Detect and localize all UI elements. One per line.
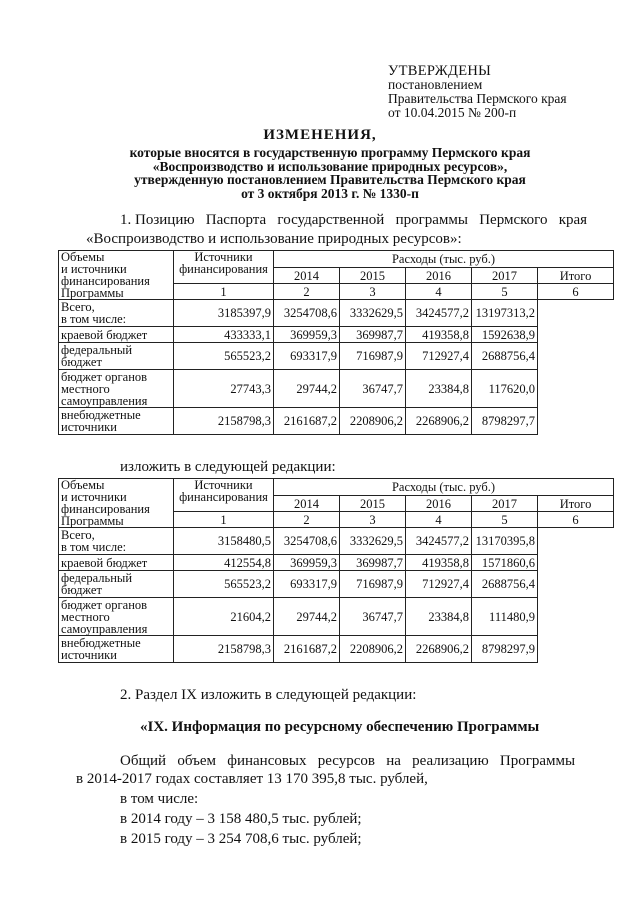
amount-cell: 21604,2	[174, 598, 274, 636]
total-cell: 111480,9	[472, 598, 538, 636]
year-header: 2014	[274, 267, 340, 284]
table-row	[59, 343, 614, 370]
amount-cell: 565523,2	[174, 571, 274, 598]
year-header: 2015	[340, 267, 406, 284]
subtitle-line-1: которые вносятся в государственную программу Пермского края	[129, 145, 531, 160]
year-header: 2015	[340, 495, 406, 512]
amount-cell: 2161687,2	[274, 408, 340, 435]
approval-line-1: постановлением	[388, 77, 483, 92]
total-cell: 117620,0	[472, 370, 538, 408]
year-header: 2017	[472, 495, 538, 512]
approval-line-2: Правительства Пермского края	[388, 91, 567, 106]
amount-cell: 3332629,5	[340, 300, 406, 327]
amount-cell: 716987,9	[340, 571, 406, 598]
amount-cell: 27743,3	[174, 370, 274, 408]
redaction-statement: изложить в следующей редакции:	[120, 459, 336, 475]
approval-line-3: от 10.04.2015 № 200-п	[388, 105, 517, 120]
column-header-sources: Источники финансирования	[174, 479, 274, 512]
amount-cell: 3185397,9	[174, 300, 274, 327]
funding-source-cell: федеральный бюджет	[59, 571, 174, 598]
year-header: 2017	[472, 267, 538, 284]
amount-cell: 3254708,6	[274, 528, 340, 555]
column-number: 1	[174, 512, 274, 528]
amount-cell: 419358,8	[406, 327, 472, 343]
funding-source-cell: Всего, в том числе:	[59, 300, 174, 327]
table-row	[59, 528, 614, 555]
column-number: 2	[274, 512, 340, 528]
financing-table-new	[58, 478, 614, 663]
body-line-4: в 2014 году – 3 158 480,5 тыс. рублей;	[120, 811, 362, 827]
total-cell: 2688756,4	[472, 571, 538, 598]
amount-cell: 2208906,2	[340, 408, 406, 435]
column-number: 5	[472, 284, 538, 300]
table-row	[59, 571, 614, 598]
table-row	[59, 636, 614, 663]
amount-cell: 2268906,2	[406, 636, 472, 663]
column-number: 3	[340, 512, 406, 528]
item-1-line-1: 1. Позицию Паспорта государственной программы Пермского края	[120, 212, 588, 228]
amount-cell: 565523,2	[174, 343, 274, 370]
financing-table-old	[58, 250, 614, 435]
table-row	[59, 555, 614, 571]
amount-cell: 419358,8	[406, 555, 472, 571]
amount-cell: 2208906,2	[340, 636, 406, 663]
item-1-line-2: «Воспроизводство и использование природных ресурсов»:	[86, 231, 462, 247]
table-row	[59, 408, 614, 435]
amount-cell: 36747,7	[340, 598, 406, 636]
subtitle-line-4: от 3 октября 2013 г. № 1330-п	[241, 185, 419, 201]
amount-cell: 716987,9	[340, 343, 406, 370]
column-number: 4	[406, 512, 472, 528]
amount-cell: 29744,2	[274, 370, 340, 408]
funding-source-cell: внебюджетные источники	[59, 636, 174, 663]
column-header-expenses: Расходы (тыс. руб.)	[274, 479, 614, 496]
subtitle-line-2: «Воспроизводство и использование природных ресурсов»,	[152, 158, 508, 174]
table-row	[59, 327, 614, 343]
item-2: 2. Раздел IX изложить в следующей редакции:	[120, 687, 417, 703]
total-cell: 2688756,4	[472, 343, 538, 370]
total-cell: 13197313,2	[472, 300, 538, 327]
amount-cell: 693317,9	[274, 571, 340, 598]
total-cell: 8798297,7	[472, 408, 538, 435]
funding-source-cell: краевой бюджет	[59, 555, 174, 571]
column-number: 2	[274, 284, 340, 300]
amount-cell: 712927,4	[406, 571, 472, 598]
table-row-label: Объемы и источники финансирования Программы	[59, 479, 174, 528]
total-cell: 13170395,8	[472, 528, 538, 555]
document-subtitle	[60, 146, 600, 200]
funding-source-cell: бюджет органов местного самоуправления	[59, 370, 174, 408]
amount-cell: 369959,3	[274, 327, 340, 343]
column-number: 5	[472, 512, 538, 528]
funding-source-cell: Всего, в том числе:	[59, 528, 174, 555]
total-cell: 8798297,9	[472, 636, 538, 663]
amount-cell: 412554,8	[174, 555, 274, 571]
funding-source-cell: внебюджетные источники	[59, 408, 174, 435]
amount-cell: 369987,7	[340, 327, 406, 343]
funding-source-cell: краевой бюджет	[59, 327, 174, 343]
total-header: Итого	[538, 267, 614, 284]
column-number: 6	[538, 284, 614, 300]
amount-cell: 369987,7	[340, 555, 406, 571]
subtitle-line-3: утвержденную постановлением Правительства Пермского края	[134, 172, 526, 187]
approval-block	[388, 64, 567, 120]
amount-cell: 2161687,2	[274, 636, 340, 663]
table-row	[59, 598, 614, 636]
column-number: 6	[538, 512, 614, 528]
amount-cell: 712927,4	[406, 343, 472, 370]
year-header: 2016	[406, 267, 472, 284]
document-title: ИЗМЕНЕНИЯ,	[263, 127, 377, 143]
amount-cell: 693317,9	[274, 343, 340, 370]
amount-cell: 23384,8	[406, 370, 472, 408]
column-number: 3	[340, 284, 406, 300]
funding-source-cell: бюджет органов местного самоуправления	[59, 598, 174, 636]
body-line-5: в 2015 году – 3 254 708,6 тыс. рублей;	[120, 831, 362, 847]
table-row	[59, 370, 614, 408]
amount-cell: 2158798,3	[174, 636, 274, 663]
approval-title: УТВЕРЖДЕНЫ	[388, 63, 492, 79]
body-line-1: Общий объем финансовых ресурсов на реализацию Программы	[120, 753, 576, 769]
amount-cell: 433333,1	[174, 327, 274, 343]
year-header: 2016	[406, 495, 472, 512]
amount-cell: 29744,2	[274, 598, 340, 636]
table-row-label: Объемы и источники финансирования Программы	[59, 251, 174, 300]
amount-cell: 23384,8	[406, 598, 472, 636]
column-number: 1	[174, 284, 274, 300]
column-header-expenses: Расходы (тыс. руб.)	[274, 251, 614, 268]
amount-cell: 369959,3	[274, 555, 340, 571]
amount-cell: 36747,7	[340, 370, 406, 408]
amount-cell: 3424577,2	[406, 528, 472, 555]
amount-cell: 2268906,2	[406, 408, 472, 435]
total-cell: 1592638,9	[472, 327, 538, 343]
body-line-3: в том числе:	[120, 791, 199, 807]
section-title: «IX. Информация по ресурсному обеспечению Программы	[140, 719, 540, 735]
funding-source-cell: федеральный бюджет	[59, 343, 174, 370]
table-row	[59, 300, 614, 327]
amount-cell: 3254708,6	[274, 300, 340, 327]
column-header-sources: Источники финансирования	[174, 251, 274, 284]
amount-cell: 2158798,3	[174, 408, 274, 435]
amount-cell: 3158480,5	[174, 528, 274, 555]
total-cell: 1571860,6	[472, 555, 538, 571]
year-header: 2014	[274, 495, 340, 512]
total-header: Итого	[538, 495, 614, 512]
body-line-2: в 2014-2017 годах составляет 13 170 395,8 тыс. рублей,	[76, 771, 428, 787]
amount-cell: 3424577,2	[406, 300, 472, 327]
amount-cell: 3332629,5	[340, 528, 406, 555]
column-number: 4	[406, 284, 472, 300]
